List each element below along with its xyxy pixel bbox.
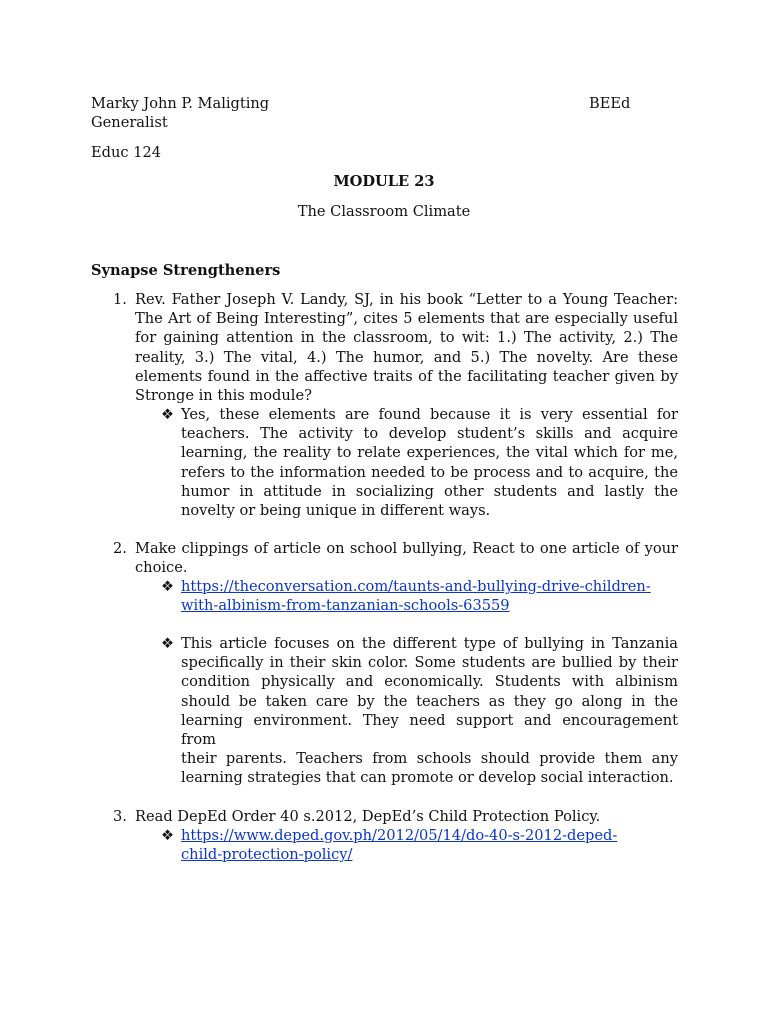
answer-line: their parents. Teachers from schools should provide them any: [181, 750, 678, 768]
diamond-bullet-icon: ❖: [161, 406, 175, 423]
answer-line: learning strategies that can promote or develop social interaction.: [181, 769, 674, 787]
answer-line: learning, the reality to relate experiences, the vital which for me,: [181, 444, 678, 462]
link-line[interactable]: https://theconversation.com/taunts-and-bullying-drive-children-: [181, 578, 651, 595]
article-link[interactable]: [181, 577, 678, 615]
item-answer: [181, 634, 678, 788]
question-line: Read DepEd Order 40 s.2012, DepEd’s Child Protection Policy.: [135, 808, 601, 825]
diamond-bullet-icon: ❖: [161, 635, 175, 652]
link-line[interactable]: with-albinism-from-tanzanian-schools-63559: [181, 597, 510, 615]
answer-line: refers to the information needed to be process and to acquire, the: [181, 463, 678, 481]
item-number: 1.: [113, 291, 127, 308]
item-number: 2.: [113, 540, 127, 557]
answer-line: humor in attitude in socializing other students and lastly the: [181, 482, 678, 500]
item-answer: [181, 405, 678, 520]
item-question: [135, 807, 678, 826]
answer-line: novelty or being unique in different ways.: [181, 502, 491, 520]
answer-line: teachers. The activity to develop student’s skills and acquire: [181, 425, 678, 443]
answer-line: Yes, these elements are found because it is very essential for: [181, 406, 678, 423]
item-question: [135, 539, 678, 577]
program-label-continued: Generalist: [91, 114, 168, 131]
question-line: Stronge in this module?: [135, 387, 312, 405]
section-heading: Synapse Strengtheners: [91, 262, 281, 279]
diamond-bullet-icon: ❖: [161, 578, 175, 595]
item-number: 3.: [113, 808, 127, 825]
policy-link[interactable]: [181, 826, 678, 864]
question-line: choice.: [135, 559, 188, 577]
question-line: Rev. Father Joseph V. Landy, SJ, in his book “Letter to a Young Teacher:: [135, 291, 678, 308]
question-line: elements found in the affective traits of the facilitating teacher given by: [135, 367, 678, 385]
answer-line: specifically in their skin color. Some students are bullied by their: [181, 654, 678, 672]
question-line: for gaining attention in the classroom, to wit: 1.) The activity, 2.) The: [135, 329, 678, 347]
link-line[interactable]: https://www.deped.gov.ph/2012/05/14/do-40-s-2012-deped-: [181, 827, 618, 844]
module-title: MODULE 23: [333, 173, 435, 190]
answer-line: learning environment. They need support and encouragement from: [181, 711, 678, 749]
answer-line: This article focuses on the different type of bullying in Tanzania: [181, 635, 678, 652]
question-line: Make clippings of article on school bullying, React to one article of your: [135, 540, 678, 557]
diamond-bullet-icon: ❖: [161, 827, 175, 844]
module-subtitle: The Classroom Climate: [297, 203, 471, 220]
item-question: [135, 290, 678, 405]
author-name: Marky John P. Maligting: [91, 95, 270, 112]
question-line: The Art of Being Interesting”, cites 5 elements that are especially useful: [135, 310, 678, 328]
answer-line: should be taken care by the teachers as they go along in the: [181, 692, 678, 710]
question-line: reality, 3.) The vital, 4.) The humor, and 5.) The novelty. Are these: [135, 348, 678, 366]
link-line[interactable]: child-protection-policy/: [181, 846, 353, 864]
program-label: BEEd: [589, 95, 631, 112]
answer-line: condition physically and economically. Students with albinism: [181, 673, 678, 691]
course-code: Educ 124: [91, 144, 162, 161]
